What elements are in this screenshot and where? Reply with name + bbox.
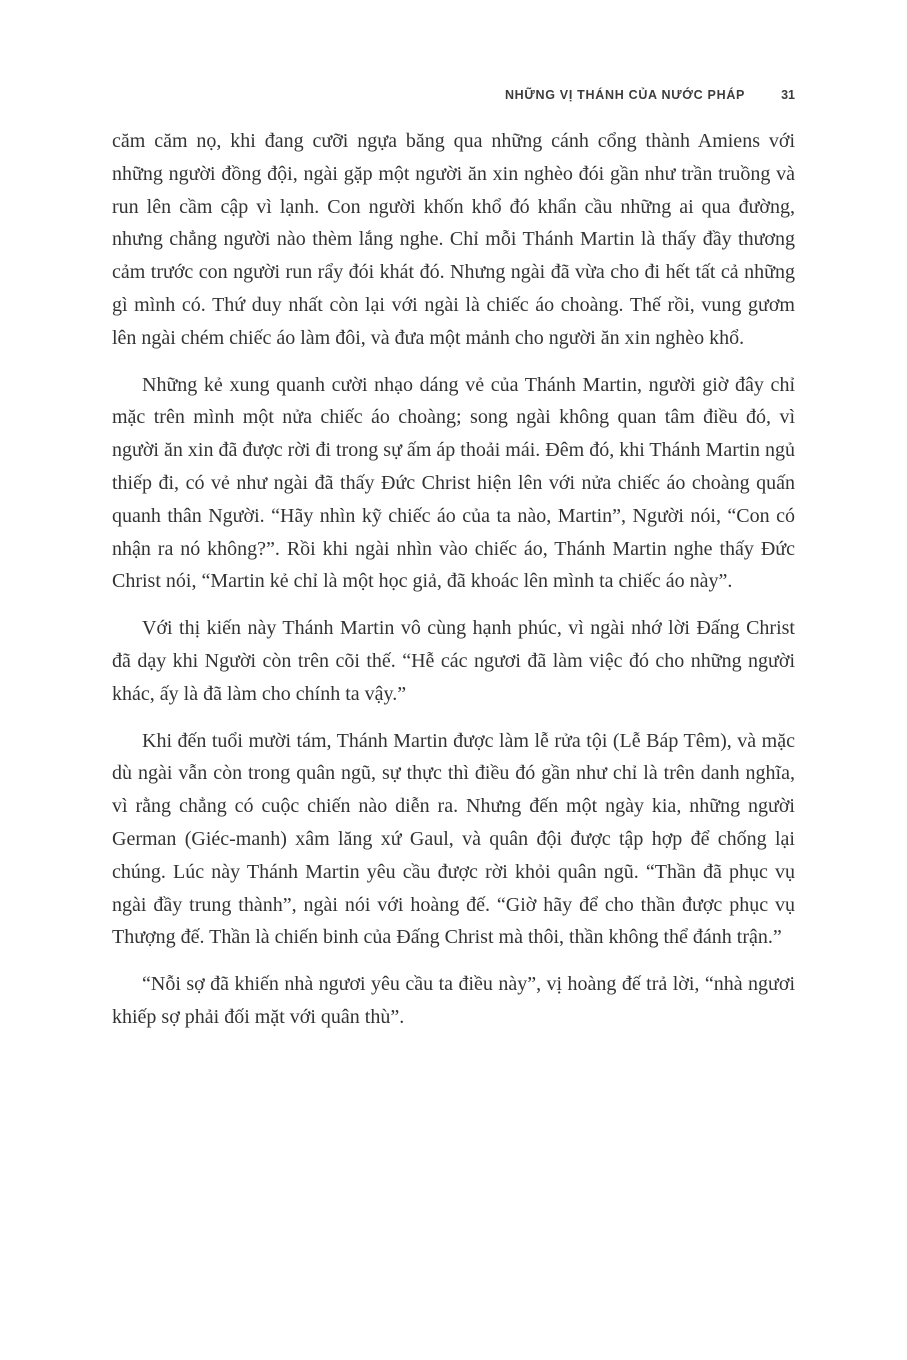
paragraph: căm căm nọ, khi đang cưỡi ngựa băng qua những cánh cổng thành Amiens với những người đồng đội, ngài gặp một người ăn xin nghèo đói gần như trần truồng và run lên cầm cập vì lạnh. Con người khốn khổ đó khẩn cầu những ai qua đường, nhưng chẳng người nào thèm lắng nghe. Chỉ mỗi Thánh Martin là thấy đầy thương cảm trước con người run rẩy đói khát đó. Nhưng ngài đã vừa cho đi hết tất cả những gì mình có. Thứ duy nhất còn lại với ngài là chiếc áo choàng. Thế rồi, vung gươm lên ngài chém chiếc áo làm đôi, và đưa một mảnh cho người ăn xin nghèo khổ. bbox=[112, 130, 795, 349]
paragraph: Những kẻ xung quanh cười nhạo dáng vẻ của Thánh Martin, người giờ đây chỉ mặc trên mình một nửa chiếc áo choàng; song ngài không quan tâm điều đó, vì người ăn xin đã được rời đi trong sự ấm áp thoải mái. Đêm đó, khi Thánh Martin ngủ thiếp đi, có vẻ như ngài đã thấy Đức Christ hiện lên với nửa chiếc áo choàng quấn quanh thân Người. “Hãy nhìn kỹ chiếc áo của ta nào, Martin”, Người nói, “Con có nhận ra nó không?”. Rồi khi ngài nhìn vào chiếc áo, Thánh Martin nghe thấy Đức Christ nói, “Martin kẻ chỉ là một học giả, đã khoác lên mình ta chiếc áo này”. bbox=[112, 373, 795, 593]
body-text bbox=[112, 125, 795, 1034]
paragraph: Khi đến tuổi mười tám, Thánh Martin được làm lễ rửa tội (Lễ Báp Têm), và mặc dù ngài vẫn còn trong quân ngũ, sự thực thì điều đó gần như chỉ là trên danh nghĩa, vì rằng chẳng có cuộc chiến nào diễn ra. Nhưng đến một ngày kia, những người German (Giéc-manh) xâm lăng xứ Gaul, và quân đội được tập hợp để chống lại chúng. Lúc này Thánh Martin yêu cầu được rời khỏi quân ngũ. “Thần đã phục vụ ngài đầy trung thành”, ngài nói với hoàng đế. “Giờ hãy để cho thần được phục vụ Thượng đế. Thần là chiến binh của Đấng Christ mà thôi, thần không thể đánh trận.” bbox=[112, 729, 795, 949]
page-number: 31 bbox=[781, 88, 795, 102]
running-header bbox=[112, 88, 795, 102]
paragraph: “Nỗi sợ đã khiến nhà ngươi yêu cầu ta điều này”, vị hoàng đế trả lời, “nhà ngươi khiếp sợ phải đối mặt với quân thù”. bbox=[112, 973, 795, 1028]
running-title: NHỮNG VỊ THÁNH CỦA NƯỚC PHÁP bbox=[504, 88, 746, 102]
paragraph: Với thị kiến này Thánh Martin vô cùng hạnh phúc, vì ngài nhớ lời Đấng Christ đã dạy khi Người còn trên cõi thế. “Hễ các ngươi đã làm việc đó cho những người khác, ấy là đã làm cho chính ta vậy.” bbox=[112, 617, 795, 705]
